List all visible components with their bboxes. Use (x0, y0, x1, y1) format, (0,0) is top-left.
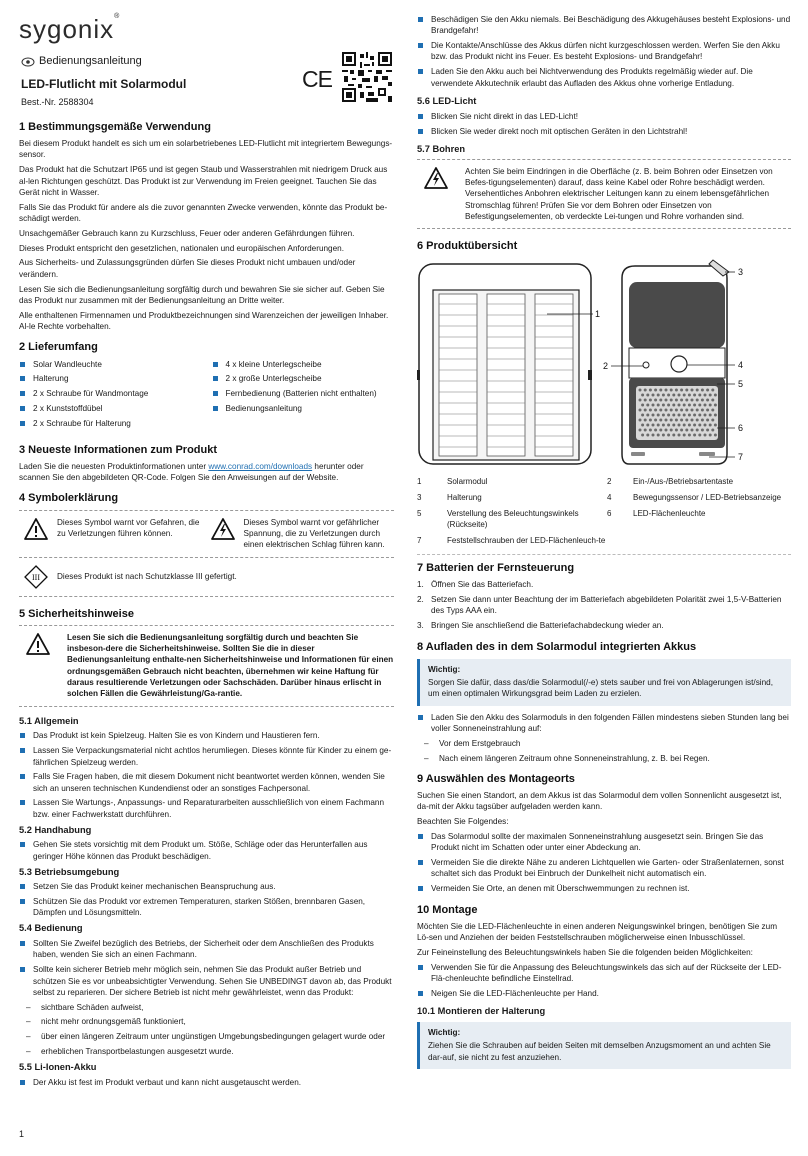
paragraph: Dieses Produkt entspricht den gesetzlichen, nationalen und europäischen Anforderungen. (19, 243, 344, 253)
part-number: 4 (607, 493, 612, 503)
led-dot (675, 419, 678, 422)
callout-label: 5 (738, 379, 744, 389)
list-item: Der Akku ist fest im Produkt verbaut und kann nicht ausgetauscht werden. (19, 1077, 394, 1088)
led-dot (646, 434, 649, 437)
led-dot (644, 389, 647, 392)
led-dot (672, 404, 675, 407)
led-dot (667, 424, 670, 427)
protection-class-label: III (32, 572, 40, 582)
dash-item: – über einen längeren Zeitraum unter ungünstigen Umgebungsbedingungen gelagert wurde oder (19, 1031, 394, 1042)
led-dot (646, 424, 649, 427)
section-7 (417, 561, 791, 631)
led-dot (714, 424, 717, 427)
symbol-text: Dieses Symbol warnt vor gefährlicher Spannung, die zu Verletzungen durch einen elektrischen Schlag führen kann. (243, 517, 385, 550)
list-item: Lassen Sie Verpackungsmaterial nicht achtlos herumliegen. Dieses könnte für Kinder zu einem ge-fährlichen Spielzeug werden. (19, 745, 394, 768)
led-dot (691, 419, 694, 422)
led-dot (709, 414, 712, 417)
led-dot (649, 389, 652, 392)
led-dot (688, 414, 691, 417)
safety-warning-text: Lesen Sie sich die Bedienungsanleitung sorgfältig durch und beachten Sie insbeson-dere die Sicherheitshinweise. Sollten Sie die in dieser Bedienungsanleitung enthalte-nen Sicherheitshinweise und Informationen für einen ordnungsgemäßen Gebrauch nicht beachten, übernehmen wir keine Haftung für daraus resultierende Verletzungen oder Sachschäden. Darüber hinaus erlischt in solchen Fällen die Gewährleistung/Ga-rantie. (67, 632, 394, 699)
led-dot (696, 399, 699, 402)
callout-label: 6 (738, 423, 744, 433)
led-dot (659, 409, 662, 412)
section-heading: 5 Sicherheitshinweise (19, 607, 134, 620)
logo-text: sygonix (19, 14, 115, 44)
drilling-warning-text: Achten Sie beim Eindringen in die Oberfläche (z. B. beim Bohren oder Einsetzen von Befes-tigungselementen) darauf, dass keine Kabel oder Rohre beschädigt werden. Versehentliches Anbohren elektrischer Leitungen kann zu einem lebensgefährlichen Stromschlag führen! Prüfen Sie vor dem Bohren oder Einsetzen von Befestigungselementen, ob verdeckte Lei-tungen und Rohre vorhanden sind. (465, 166, 773, 221)
led-dot (657, 424, 660, 427)
led-dot (678, 434, 681, 437)
led-dot (649, 409, 652, 412)
led-dot (680, 389, 683, 392)
led-dot (662, 404, 665, 407)
led-dot (685, 389, 688, 392)
section-2 (19, 340, 394, 434)
part-name: Verstellung des Beleuchtungswinkels (Rückseite) (447, 509, 579, 530)
led-dot (698, 394, 701, 397)
led-dot (649, 399, 652, 402)
right-column (417, 0, 791, 1156)
note-text: Ziehen Sie die Schrauben auf beiden Seiten mit demselben Anzugsmoment an und achten Sie dar-auf, sie nicht zu fest anzuziehen. (428, 1041, 771, 1062)
led-dot (641, 414, 644, 417)
led-dot (698, 424, 701, 427)
led-dot (709, 394, 712, 397)
callout-label: 4 (738, 360, 744, 370)
download-link[interactable]: www.conrad.com/downloads (208, 461, 313, 471)
list-item: Die Kontakte/Anschlüsse des Akkus dürfen nicht kurzgeschlossen werden. Werfen Sie den Akku bzw. das Produkt nicht ins Feuer. Es besteht Explosions- und Brandgefahr! (417, 40, 791, 63)
section-9 (417, 772, 791, 895)
led-dot (709, 434, 712, 437)
list-item: Neigen Sie die LED-Flächenleuchte per Hand. (417, 988, 791, 999)
led-dot (670, 419, 673, 422)
ce-mark: CE (302, 66, 332, 92)
led-dot (665, 409, 668, 412)
led-dot (652, 434, 655, 437)
led-dot (714, 434, 717, 437)
led-dot (698, 434, 701, 437)
part-name: Solarmodul (447, 477, 488, 486)
led-dot (680, 419, 683, 422)
section-8 (417, 640, 791, 764)
list-item: Vermeiden Sie die direkte Nähe zu anderen Lichtquellen wie Garten- oder Straßenlaternen, sonst schaltet sich das Produkt bei Einbruch der Dunkelheit nicht automatisch ein. (417, 857, 791, 880)
led-dot (672, 434, 675, 437)
led-dot (678, 394, 681, 397)
list-item: Bedienungsanleitung (212, 403, 395, 414)
led-dot (667, 434, 670, 437)
high-voltage-icon (423, 166, 449, 190)
led-dot (644, 419, 647, 422)
led-dot (696, 389, 699, 392)
led-dot (683, 414, 686, 417)
note-title: Wichtig: (428, 664, 461, 674)
paragraph: Falls Sie das Produkt für andere als die zuvor genannten Zwecke verwenden, könnte das Produkt be-schädigt werden. (19, 202, 388, 224)
led-dot (672, 414, 675, 417)
list-item: 2 x Kunststoffdübel (19, 403, 202, 414)
led-dot (670, 389, 673, 392)
led-dot (675, 429, 678, 432)
led-dot (652, 424, 655, 427)
list-item: Beschädigen Sie den Akku niemals. Bei Beschädigung des Akkugehäuses besteht Explosions- und Brandgefahr! (417, 14, 791, 37)
list-item: Setzen Sie das Produkt keiner mechanischen Beanspruchung aus. (19, 881, 394, 892)
section-10 (417, 903, 791, 1069)
list-item: Solar Wandleuchte (19, 359, 202, 370)
led-dot (706, 399, 709, 402)
led-dot (646, 414, 649, 417)
led-dot (696, 419, 699, 422)
important-note (417, 659, 791, 706)
delivery-list-1 (19, 359, 202, 433)
section-heading: 9 Auswählen des Montageorts (417, 772, 575, 785)
led-dot (646, 394, 649, 397)
solar-panel-drawing (417, 264, 592, 464)
led-dot (678, 414, 681, 417)
paragraph: Das Produkt hat die Schutzart IP65 und ist gegen Staub und Wasserstrahlen mit niedrigem Druck aus al-len Richtungen geschützt. Das Produkt ist zur Verwendung im Freien geeignet. Tauchen Sie das Gerät nicht in Wasser. (19, 165, 388, 197)
left-column (19, 0, 394, 1156)
led-dot (693, 394, 696, 397)
led-dot (646, 404, 649, 407)
list-item: Blicken Sie nicht direkt in das LED-Licht! (417, 111, 791, 122)
subsection-heading: 5.2 Handhabung (19, 824, 92, 835)
led-dot (688, 424, 691, 427)
led-dot (662, 394, 665, 397)
right-flow-top (417, 14, 791, 257)
led-dot (665, 399, 668, 402)
led-dot (683, 424, 686, 427)
step-number: 2. (417, 595, 424, 605)
doc-type-label: Bedienungsanleitung (39, 55, 142, 67)
high-voltage-icon (210, 517, 236, 541)
text: Laden Sie die neuesten Produktinformationen unter (19, 461, 209, 471)
brand-logo (19, 12, 119, 48)
parts-table (417, 476, 791, 546)
page-number: 1 (19, 1129, 25, 1139)
led-dot (711, 399, 714, 402)
led-dot (698, 414, 701, 417)
part-name: Halterung (447, 493, 482, 503)
step-text: Bringen Sie anschließend die Batteriefachabdeckung wieder an. (431, 621, 664, 631)
subsection-heading: 5.4 Bedienung (19, 923, 83, 934)
led-dot (654, 399, 657, 402)
section-heading: 2 Lieferumfang (19, 341, 98, 354)
led-dot (652, 414, 655, 417)
led-dot (706, 429, 709, 432)
list-item: Falls Sie Fragen haben, die mit diesem Dokument nicht beantwortet werden können, wenden Sie sich an unseren technischen Kundendienst oder an sonstiges Fachpersonal. (19, 771, 394, 794)
led-dot (670, 399, 673, 402)
list-item: Verwenden Sie für die Anpassung des Beleuchtungswinkels das sich auf der Rückseite der LED-Flä-chenleuchte befindliche Einstellrad. (417, 962, 791, 985)
led-dot (641, 424, 644, 427)
led-dot (683, 434, 686, 437)
led-dot (654, 429, 657, 432)
led-dot (667, 414, 670, 417)
list-item: Das Solarmodul sollte der maximalen Sonneneinstrahlung ausgesetzt sein. Bringen Sie das Produkt nicht im Schatten oder unter einer Abdeckung an. (417, 831, 791, 854)
logo-mark: ® (114, 13, 120, 20)
section-heading: 4 Symbolerklärung (19, 492, 119, 505)
subsection-heading: 5.7 Bohren (417, 143, 466, 154)
led-dot (657, 414, 660, 417)
product-title: LED-Flutlicht mit Solarmodul (21, 77, 187, 91)
paragraph: Alle enthaltenen Firmennamen und Produktbezeichnungen sind Warenzeichen der jeweiligen Inhaber. Al-le Rechte vorbehalten. (19, 310, 389, 332)
led-dot (678, 424, 681, 427)
led-dot (639, 419, 642, 422)
paragraph: Lesen Sie sich die Bedienungsanleitung sorgfältig durch und bewahren Sie sie sicher auf. Geben Sie das Produkt nur zusammen mit der Bedienungsanleitung an Dritte weiter. (19, 284, 385, 305)
led-dot (639, 399, 642, 402)
led-dot (652, 404, 655, 407)
section-heading: 8 Aufladen des in dem Solarmodul integrierten Akkus (417, 640, 697, 653)
led-dot (714, 394, 717, 397)
led-dot (701, 419, 704, 422)
led-dot (639, 389, 642, 392)
led-dot (706, 409, 709, 412)
list-item: 4 x kleine Unterlegscheibe (212, 359, 395, 370)
list-item: Sollte kein sicherer Betrieb mehr möglich sein, nehmen Sie das Produkt außer Betrieb und schützen Sie es vor unbeabsichtigter Verwendung. Sehen Sie UNBEDINGT davon ab, das Produkt selbst zu reparieren. Der sichere Betrieb ist nicht mehr gewährleistet, wenn das Produkt: (19, 964, 394, 998)
part-number: 1 (417, 477, 422, 486)
led-dot (685, 399, 688, 402)
led-dot (701, 429, 704, 432)
callout-label: 2 (603, 361, 609, 371)
important-note (417, 1022, 791, 1069)
led-dot (670, 409, 673, 412)
info-paragraph (19, 461, 394, 484)
led-dot (659, 429, 662, 432)
led-dot (693, 414, 696, 417)
led-dot (678, 404, 681, 407)
led-dot (704, 414, 707, 417)
section-heading: 1 Bestimmungsgemäße Verwendung (19, 121, 211, 133)
left-flow (19, 120, 394, 1096)
section-heading: 3 Neueste Informationen zum Produkt (19, 443, 218, 456)
led-dot (706, 389, 709, 392)
led-dot (657, 434, 660, 437)
paragraph: Unsachgemäßer Gebrauch kann zu Kurzschluss, Feuer oder anderen Gefährdungen führen. (19, 228, 355, 238)
led-dot (662, 424, 665, 427)
led-dot (683, 404, 686, 407)
led-dot (641, 404, 644, 407)
led-dot (704, 434, 707, 437)
list-item: Laden Sie den Akku auch bei Nichtverwendung des Produkts regelmäßig wieder auf. Die verwendete Akkutechnik erlaubt das Aufladen des Akkus ohne vorherige Entladung. (417, 66, 791, 89)
dash-item: – Vor dem Erstgebrauch (417, 738, 791, 749)
led-dot (675, 389, 678, 392)
list-item: Schützen Sie das Produkt vor extremen Temperaturen, starken Stößen, brennbaren Gasen, Dämpfen und Lösungsmitteln. (19, 896, 394, 919)
led-dot (654, 409, 657, 412)
led-dot (693, 404, 696, 407)
led-dot (711, 429, 714, 432)
part-number: 7 (417, 536, 422, 546)
led-dot (667, 394, 670, 397)
paragraph: Aus Sicherheits- und Zulassungsgründen dürfen Sie dieses Produkt nicht umbauen und/oder verändern. (19, 258, 356, 279)
led-dot (675, 399, 678, 402)
delivery-list-2 (212, 359, 395, 433)
led-dot (714, 414, 717, 417)
led-dot (639, 429, 642, 432)
led-dot (709, 424, 712, 427)
section-1 (19, 120, 394, 332)
led-dot (688, 404, 691, 407)
led-dot (704, 404, 707, 407)
led-dot (709, 404, 712, 407)
led-dot (714, 404, 717, 407)
led-dot (659, 419, 662, 422)
dash-item: – nicht mehr ordnungsgemäß funktioniert, (19, 1016, 394, 1027)
paragraph: Beachten Sie Folgendes: (417, 817, 509, 827)
right-flow-bottom (417, 476, 791, 1077)
led-dot (701, 389, 704, 392)
part-number: 3 (417, 493, 422, 503)
led-dot (685, 409, 688, 412)
led-dot (696, 409, 699, 412)
step-text: Öffnen Sie das Batteriefach. (431, 580, 534, 590)
list-item: Vermeiden Sie Orte, an denen mit Überschwemmungen zu rechnen ist. (417, 883, 791, 894)
part-name: Ein-/Aus-/Betriebsartentaste (633, 477, 734, 486)
led-dot (662, 414, 665, 417)
led-dot (696, 429, 699, 432)
led-dot (667, 404, 670, 407)
subsection-heading: 5.5 Li-Ionen-Akku (19, 1061, 97, 1072)
led-dot (644, 409, 647, 412)
led-dot (670, 429, 673, 432)
part-name: LED-Flächenleuchte (633, 509, 706, 519)
led-dot (680, 399, 683, 402)
paragraph: Möchten Sie die LED-Flächenleuchte in einen anderen Neigungswinkel bringen, benötigen Sie zum Lö-sen und Anziehen der beiden Feststellschrauben möglicherweise einen Inbusschlüssel. (417, 921, 778, 943)
led-dot (698, 404, 701, 407)
led-dot (704, 424, 707, 427)
led-dot (704, 394, 707, 397)
list-item: Lassen Sie Wartungs-, Anpassungs- und Reparaturarbeiten ausschließlich von einem Fachmann bzw. einer Fachwerkstatt durchführen. (19, 797, 394, 820)
symbol-text: Dieses Symbol warnt vor Gefahren, die zu Verletzungen führen können. (57, 517, 200, 538)
led-dot (691, 389, 694, 392)
list-item: 2 x Schraube für Wandmontage (19, 388, 202, 399)
section-3 (19, 443, 394, 484)
led-dot (644, 399, 647, 402)
warning-triangle-icon (25, 632, 51, 656)
led-dot (706, 419, 709, 422)
callout-label: 3 (738, 267, 744, 277)
led-dot (685, 419, 688, 422)
part-name (633, 535, 791, 546)
part-number (607, 535, 633, 546)
led-dot (711, 419, 714, 422)
part-name: Bewegungssensor / LED-Betriebsanzeige (633, 493, 782, 503)
led-dot (691, 399, 694, 402)
step-number: 1. (417, 580, 424, 590)
led-dot (665, 419, 668, 422)
section-heading: 6 Produktübersicht (417, 240, 518, 253)
part-name: Feststellschrauben der LED-Flächenleuch-te (447, 536, 606, 546)
led-dot (683, 394, 686, 397)
led-dot (672, 424, 675, 427)
symbol-text: Dieses Produkt ist nach Schutzklasse III gefertigt. (57, 571, 237, 581)
led-dot (711, 389, 714, 392)
led-dot (657, 394, 660, 397)
led-dot (672, 394, 675, 397)
subsection-heading: 10.1 Montieren der Halterung (417, 1006, 546, 1017)
led-dot (662, 434, 665, 437)
list-item: Halterung (19, 373, 202, 384)
led-dot (685, 429, 688, 432)
product-illustration (417, 258, 757, 468)
list-item: Fernbedienung (Batterien nicht enthalten) (212, 388, 395, 399)
led-dot (680, 409, 683, 412)
led-dot (657, 404, 660, 407)
list-item: Sollten Sie Zweifel bezüglich des Betriebs, der Sicherheit oder dem Anschließen des Produkts haben, wenden Sie sich an einen Fachmann. (19, 938, 394, 961)
doc-type (21, 54, 142, 69)
part-number: 2 (607, 477, 612, 486)
paragraph: Suchen Sie einen Standort, an dem Akkus ist das Solarmodul dem vollen Sonnenlicht ausgesetzt ist, da-mit der Akku tagsüber aufgeladen werden kann. (417, 791, 782, 812)
led-dot (665, 389, 668, 392)
led-dot (701, 409, 704, 412)
led-dot (659, 389, 662, 392)
section-heading: 10 Montage (417, 903, 478, 916)
text: herunter oder scannen Sie den abgebildeten QR-Code. Folgen Sie den Anweisungen auf der Website. (19, 461, 364, 483)
led-dot (649, 429, 652, 432)
note-title: Wichtig: (428, 1027, 461, 1037)
section-4 (19, 491, 394, 596)
led-dot (641, 394, 644, 397)
led-dot (701, 399, 704, 402)
led-dot (654, 389, 657, 392)
lamp-housing-drawing (622, 260, 729, 464)
dash-item: – erheblichen Transportbelastungen ausgesetzt wurde. (19, 1046, 394, 1057)
order-number: Best.-Nr. 2588304 (21, 97, 94, 107)
list-item: 2 x Schraube für Halterung (19, 418, 202, 429)
note-text: Sorgen Sie dafür, dass das/die Solarmodul(/-e) stets sauber und frei von Ablagerungen ist/sind, um einen optimalen Wirkungsgrad beim Laden zu erzielen. (428, 678, 773, 699)
led-dot (665, 429, 668, 432)
led-dot (711, 409, 714, 412)
list-item: Laden Sie den Akku des Solarmoduls in den folgenden Fällen mindestens sieben Stunden lang bei voller Sonneneinstrahlung auf: (417, 712, 791, 735)
paragraph: Zur Feineinstellung des Beleuchtungswinkels haben Sie die folgenden beiden Möglichkeiten: (417, 947, 753, 957)
led-dot (654, 419, 657, 422)
led-dot (691, 409, 694, 412)
led-dot (641, 434, 644, 437)
led-dot (691, 429, 694, 432)
part-number: 5 (417, 509, 422, 519)
section-5 (19, 607, 394, 1089)
led-dot (659, 399, 662, 402)
subsection-heading: 5.3 Betriebsumgebung (19, 866, 120, 877)
led-dot (688, 394, 691, 397)
callout-label: 1 (595, 309, 601, 319)
list-item: 2 x große Unterlegscheibe (212, 373, 395, 384)
led-dot (680, 429, 683, 432)
dash-item: – sichtbare Schäden aufweist, (19, 1002, 394, 1013)
led-dot (688, 434, 691, 437)
qr-code-icon[interactable] (342, 52, 392, 102)
dash-item: – Nach einem längeren Zeitraum ohne Sonneneinstrahlung, z. B. bei Regen. (417, 753, 791, 764)
led-dot (675, 409, 678, 412)
manual-eye-icon (21, 57, 35, 67)
led-dot (639, 409, 642, 412)
led-dot (693, 424, 696, 427)
paragraph: Bei diesem Produkt handelt es sich um ein solarbetriebenes LED-Flutlicht mit integriertem Bewegungs-sensor. (19, 139, 393, 160)
list-item: Das Produkt ist kein Spielzeug. Halten Sie es von Kindern und Haustieren fern. (19, 730, 394, 741)
led-dot (644, 429, 647, 432)
warning-triangle-icon (23, 517, 49, 541)
part-number: 6 (607, 509, 612, 519)
led-dot (652, 394, 655, 397)
callout-label: 7 (738, 452, 744, 462)
section-heading: 7 Batterien der Fernsteuerung (417, 562, 575, 575)
step-number: 3. (417, 621, 424, 631)
led-dot (693, 434, 696, 437)
subsection-heading: 5.6 LED-Licht (417, 95, 477, 106)
list-item: Blicken Sie weder direkt noch mit optischen Geräten in den Lichtstrahl! (417, 126, 791, 137)
subsection-heading: 5.1 Allgemein (19, 715, 79, 726)
step-text: Setzen Sie dann unter Beachtung der im Batteriefach abgebildeten Polarität zwei 1,5-V-Batterien des Typs AAA ein. (431, 595, 782, 616)
protection-class-iii-icon (23, 564, 49, 590)
led-dot (649, 419, 652, 422)
list-item: Gehen Sie stets vorsichtig mit dem Produkt um. Stöße, Schläge oder das Herunterfallen aus geringer Höhe können das Produkt beschädigen. (19, 839, 394, 862)
